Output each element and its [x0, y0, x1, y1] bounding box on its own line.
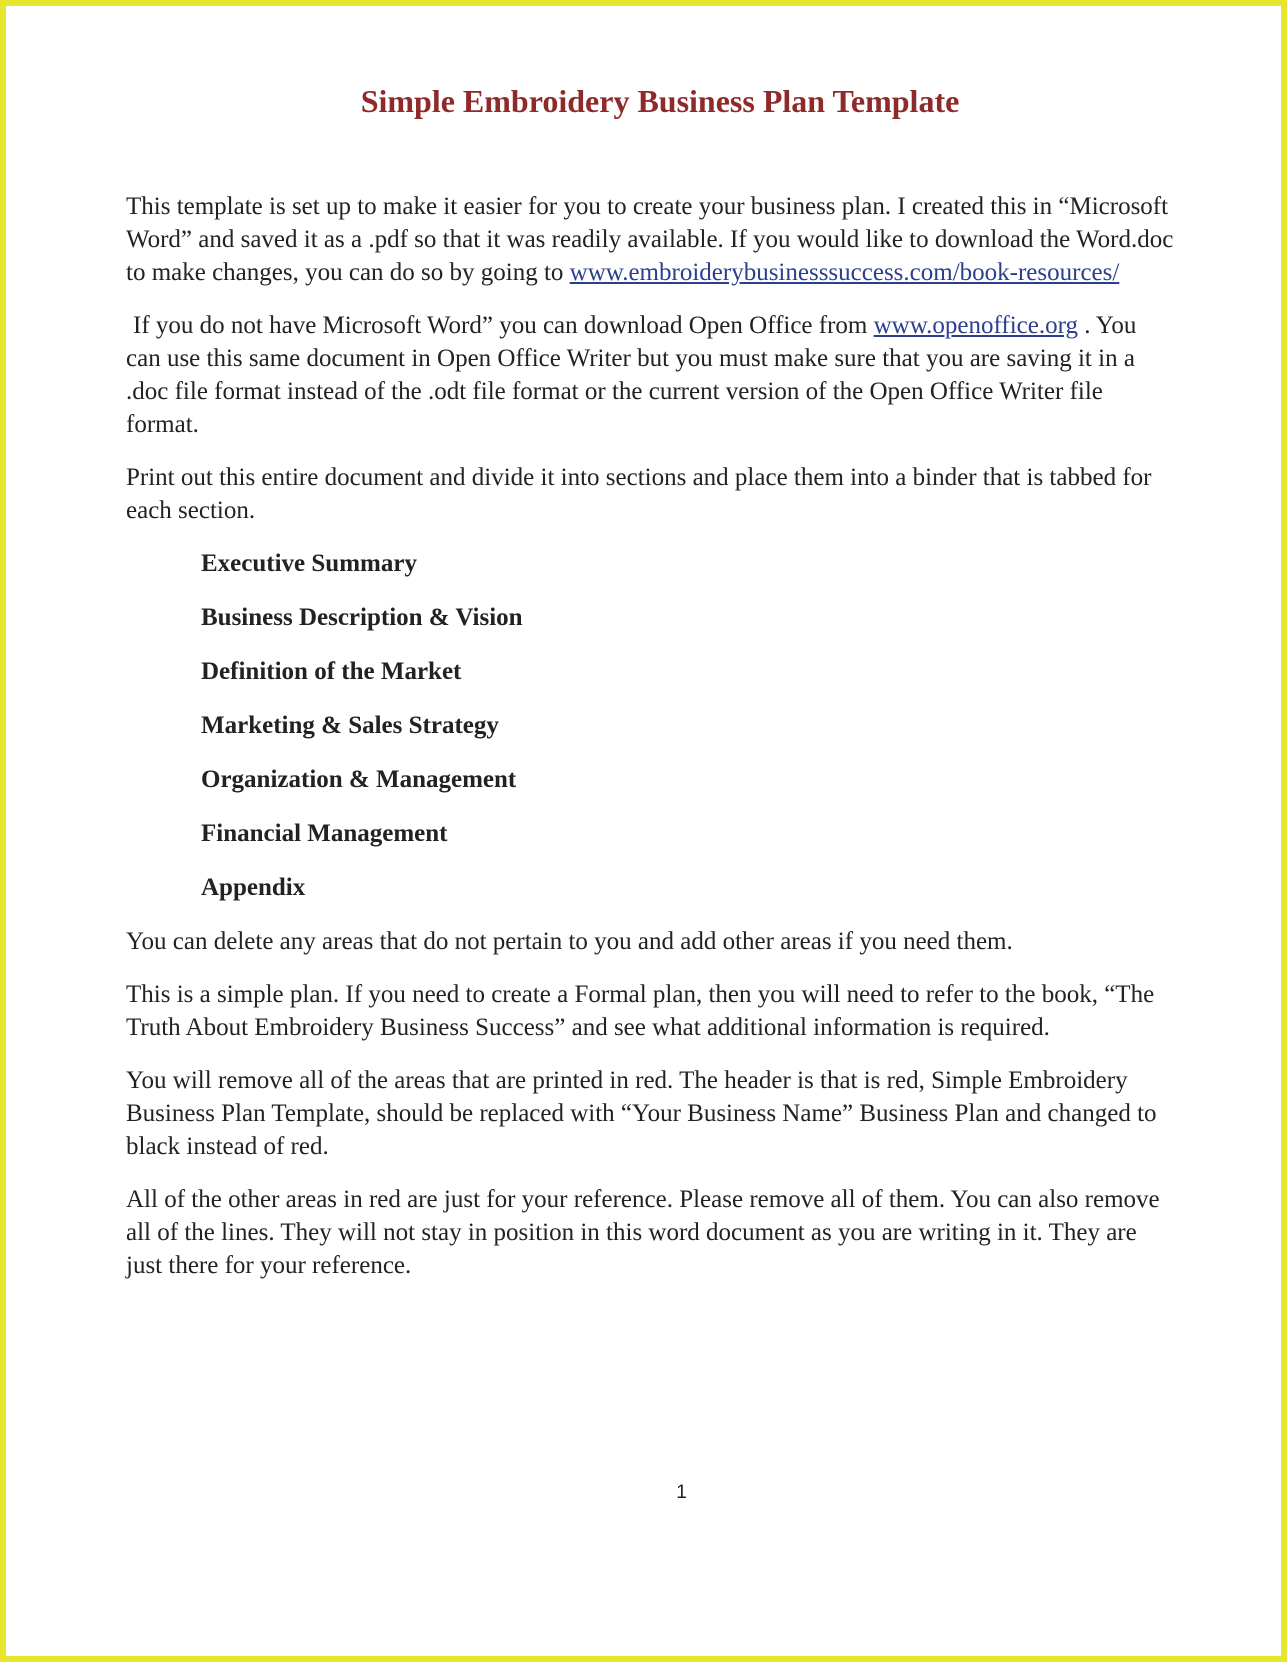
section-item-appendix: Appendix: [201, 874, 306, 902]
delete-note-paragraph: You can delete any areas that do not pertain to you and add other areas if you need them.: [126, 928, 1013, 956]
section-item-market-definition: Definition of the Market: [201, 658, 462, 686]
open-office-text-before: If you do not have Microsoft Word” you can download Open Office from: [133, 312, 874, 340]
open-office-paragraph: [126, 309, 1176, 441]
book-resources-link[interactable]: www.embroiderybusinesssuccess.com/book-resources/: [569, 259, 1120, 287]
open-office-text-after: . You can use this same document in Open Office Writer but you must make sure that you are saving it in a .doc file format instead of the .odt file format or the current version of the Open Office Writer file format.: [126, 312, 1137, 439]
reference-note-paragraph: All of the other areas in red are just for your reference. Please remove all of them. You can also remove all of the lines. They will not stay in position in this word document as you are writing in it. They are just there for your reference.: [126, 1186, 1160, 1280]
document-page: [126, 70, 1176, 1302]
simple-plan-paragraph: This is a simple plan. If you need to create a Formal plan, then you will need to refer to the book, “The Truth About Embroidery Business Success” and see what additional information is required.: [126, 981, 1155, 1042]
section-item-executive-summary: Executive Summary: [201, 550, 417, 578]
document-title: Simple Embroidery Business Plan Template: [360, 83, 960, 119]
print-instructions-paragraph: Print out this entire document and divide it into sections and place them into a binder that is tabbed for each section.: [126, 464, 1152, 525]
openoffice-link[interactable]: www.openoffice.org: [873, 312, 1078, 340]
page-number: 1: [676, 1482, 687, 1503]
intro-text: This template is set up to make it easier for you to create your business plan. I created this in “Microsoft Word” and saved it as a .pdf so that it was readily available. If you would like to download the Word.doc to make changes, you can do so by going to: [126, 193, 1174, 287]
section-item-business-description: Business Description & Vision: [201, 604, 523, 632]
section-item-marketing-sales: Marketing & Sales Strategy: [201, 712, 499, 740]
section-item-organization: Organization & Management: [201, 766, 517, 794]
intro-paragraph: [126, 190, 1176, 289]
section-item-financial: Financial Management: [201, 820, 448, 848]
section-list: [126, 547, 1176, 904]
remove-red-paragraph: You will remove all of the areas that are printed in red. The header is that is red, Simple Embroidery Business Plan Template, should be replaced with “Your Business Name” Business Plan and changed to black instead of red.: [126, 1067, 1157, 1161]
